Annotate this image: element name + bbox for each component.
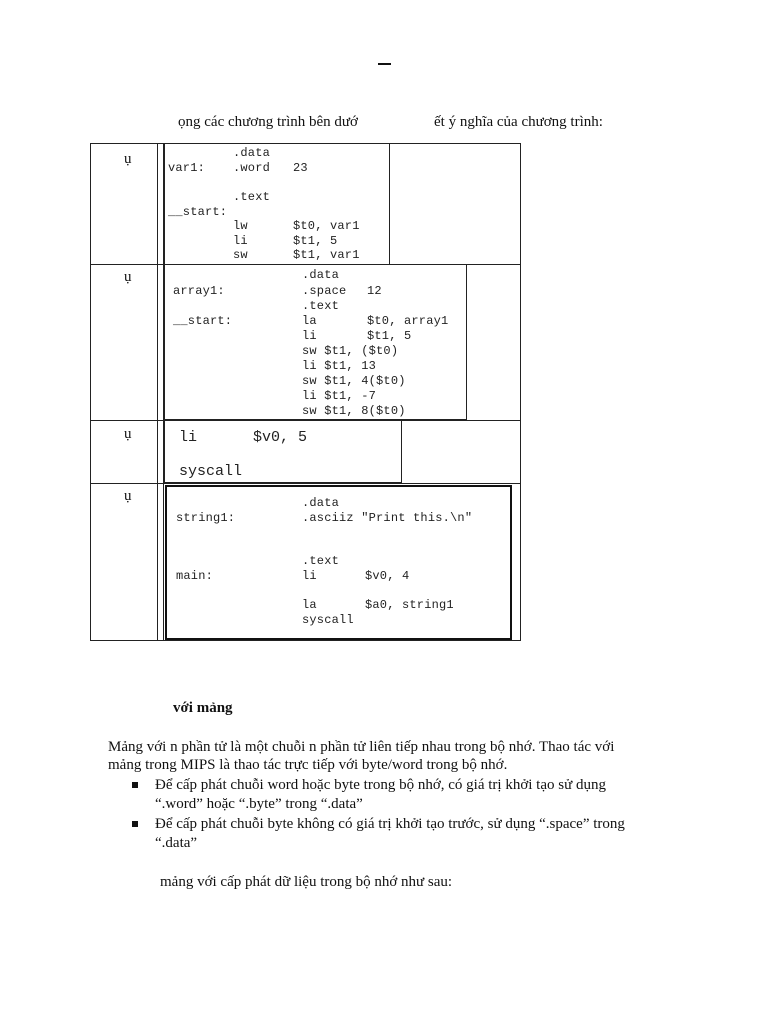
table-row-divider [90, 483, 521, 484]
bullet-square-icon [132, 782, 138, 788]
code-token: .data [302, 496, 340, 510]
heading-dash [378, 63, 391, 65]
code-operand: 12 [367, 284, 382, 298]
code-token: la [302, 598, 317, 612]
row-marker: ụ [124, 269, 132, 285]
code-box-2 [164, 264, 467, 420]
code-operand: $t1, 5 [367, 329, 412, 343]
code-token: .text [302, 299, 340, 313]
code-operand: $t0, var1 [293, 219, 360, 233]
code-label: main: [176, 569, 214, 583]
intro-text-part1: ọng các chương trình bên dướ [178, 114, 358, 130]
code-token: li $t1, -7 [302, 389, 377, 403]
code-operand: $t1, var1 [293, 248, 360, 262]
bullet-text: “.data” [155, 835, 198, 851]
table-column-divider [157, 143, 158, 641]
code-token: sw [233, 248, 248, 262]
code-token: .word [233, 161, 271, 175]
code-token: syscall [302, 613, 354, 627]
code-box-3 [164, 420, 402, 483]
code-token: .space [302, 284, 347, 298]
row-marker: ụ [124, 426, 132, 442]
code-token: .text [302, 554, 340, 568]
code-token: .data [302, 268, 340, 282]
code-token: sw $t1, 4($t0) [302, 374, 406, 388]
intro-text-part2: ết ý nghĩa của chương trình: [434, 114, 603, 130]
code-token: lw [233, 219, 248, 233]
code-label: array1: [173, 284, 225, 298]
code-operand: $v0, 4 [365, 569, 410, 583]
code-operand: 23 [293, 161, 308, 175]
row-marker: ụ [124, 151, 132, 167]
code-token: la [302, 314, 317, 328]
code-label: string1: [176, 511, 236, 525]
bullet-text: Để cấp phát chuỗi byte không có giá trị khởi tạo trước, sử dụng “.space” trong [155, 816, 625, 832]
code-label: var1: [168, 161, 206, 175]
row-marker: ụ [124, 488, 132, 504]
bullet-text: “.word” hoặc “.byte” trong “.data” [155, 796, 363, 812]
code-box-1 [164, 143, 390, 265]
code-token: .text [233, 190, 271, 204]
code-token: .data [233, 146, 271, 160]
bullet-square-icon [132, 821, 138, 827]
section-title: với mảng [173, 700, 233, 716]
code-token: li $t1, 13 [302, 359, 377, 373]
code-label: __start: [173, 314, 233, 328]
code-token: sw $t1, 8($t0) [302, 404, 406, 418]
paragraph-line: mảng trong MIPS là thao tác trực tiếp với byte/word trong bộ nhớ. [108, 757, 508, 773]
paragraph-line: Mảng với n phần tử là một chuỗi n phần tử liên tiếp nhau trong bộ nhớ. Thao tác với [108, 739, 615, 755]
code-token: sw $t1, ($t0) [302, 344, 399, 358]
code-token: li [233, 234, 248, 248]
code-label: __start: [168, 205, 228, 219]
closing-text: mảng với cấp phát dữ liệu trong bộ nhớ như sau: [160, 874, 453, 890]
code-token: li [179, 429, 198, 446]
code-token: li [302, 329, 317, 343]
code-box-4 [165, 485, 512, 640]
code-operand: $a0, string1 [365, 598, 454, 612]
code-token: syscall [179, 463, 243, 480]
bullet-text: Để cấp phát chuỗi word hoặc byte trong bộ nhớ, có giá trị khởi tạo sử dụng [155, 777, 606, 793]
code-token: .asciiz "Print this.\n" [302, 511, 473, 525]
code-token: li [302, 569, 317, 583]
code-operand: $t0, array1 [367, 314, 449, 328]
code-operand: $v0, 5 [253, 429, 308, 446]
code-operand: $t1, 5 [293, 234, 338, 248]
